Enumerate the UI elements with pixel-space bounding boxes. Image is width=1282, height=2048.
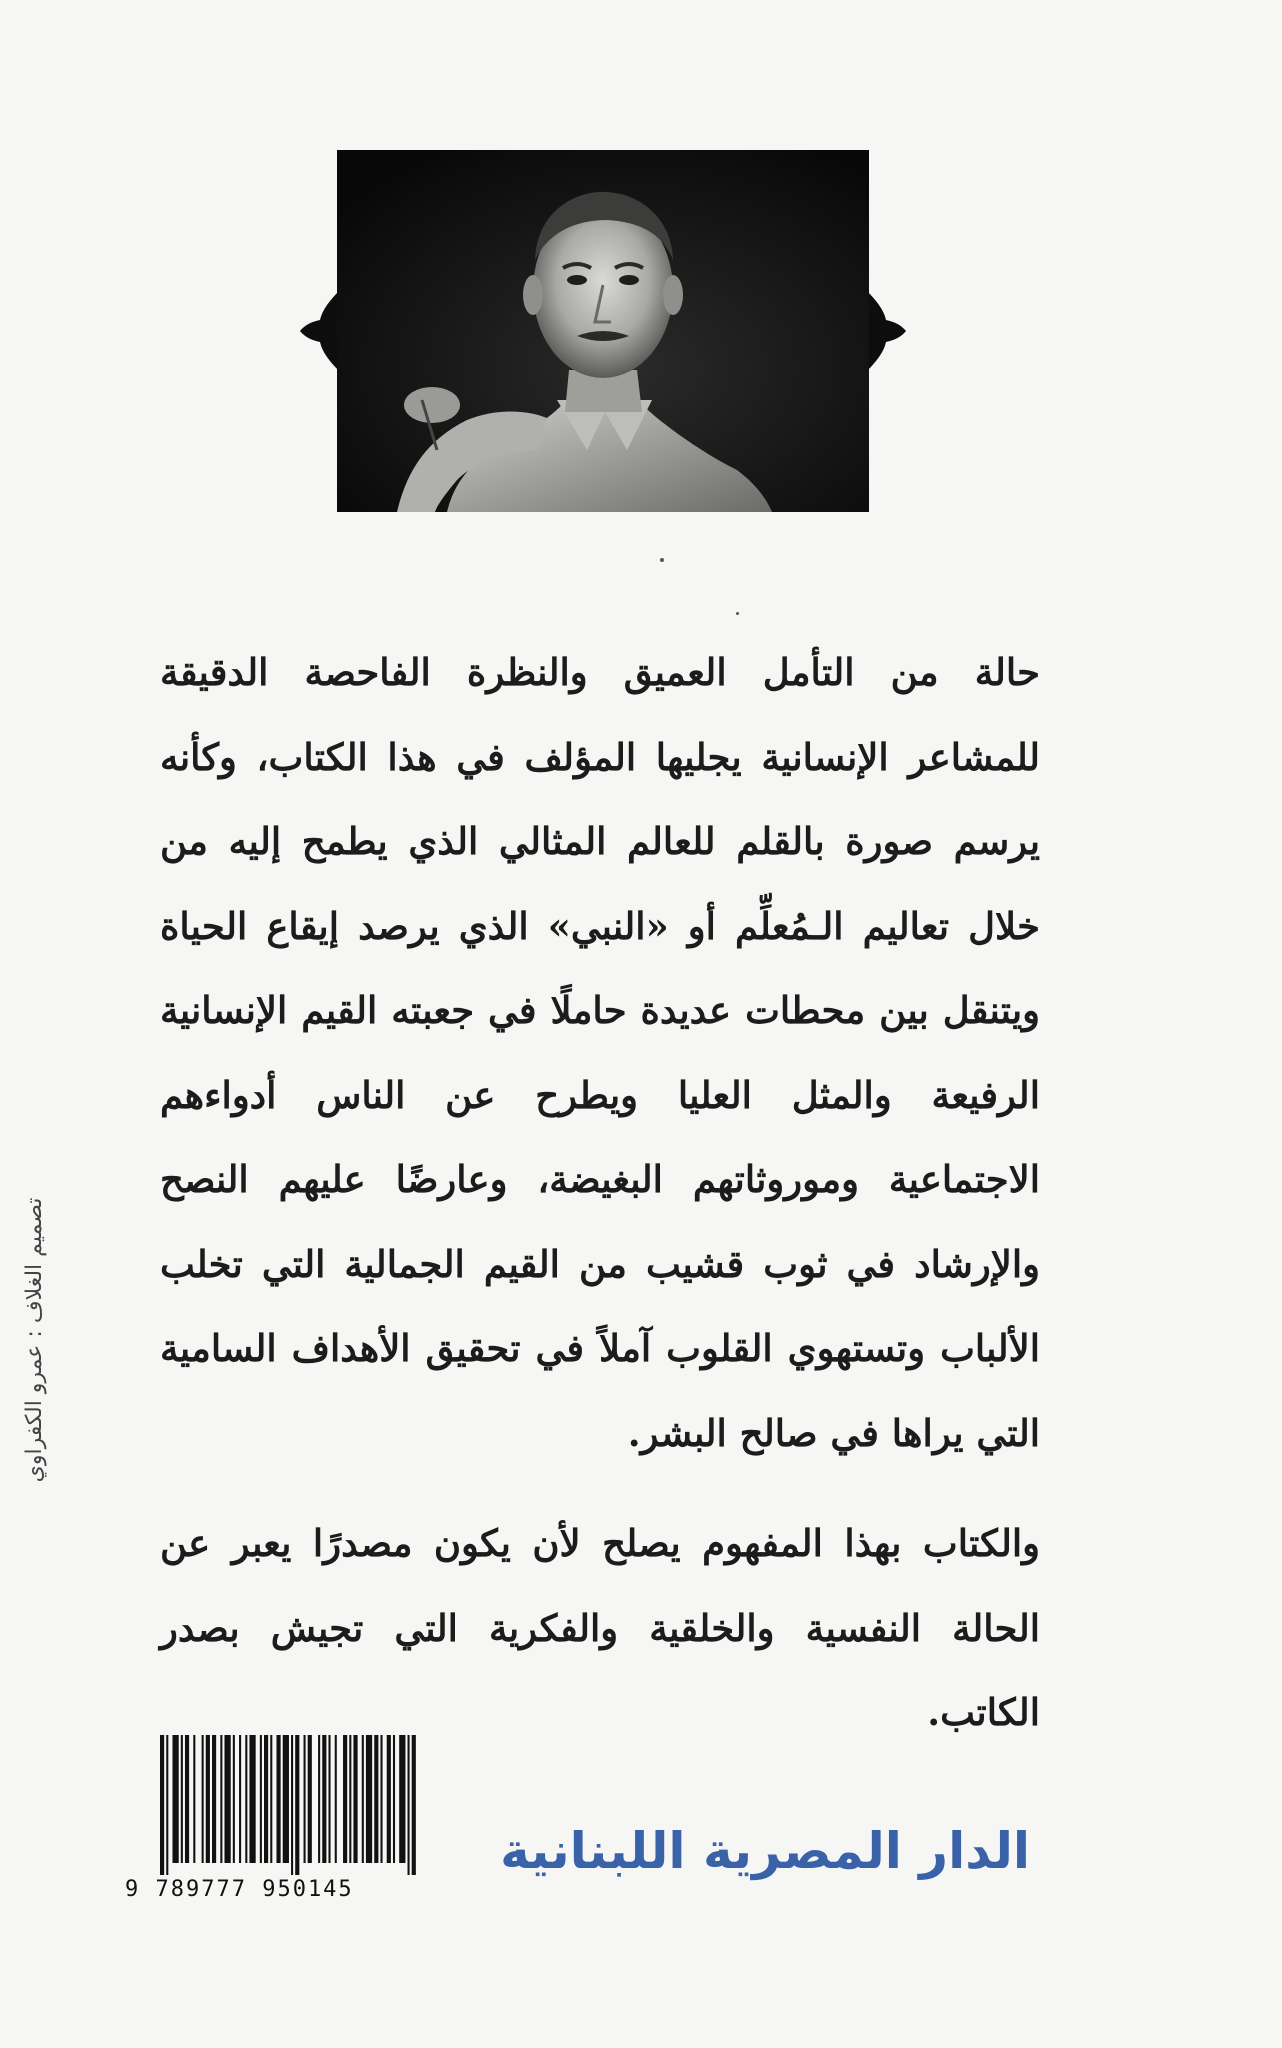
- barcode-bar: [224, 1735, 230, 1863]
- barcode-bar: [353, 1735, 357, 1863]
- publisher-logo: الدار المصرية اللبنانية: [500, 1822, 1030, 1880]
- barcode-bar: [349, 1735, 351, 1863]
- left-frame-ornament: [300, 150, 340, 512]
- barcode-bar: [276, 1735, 280, 1863]
- barcode-bar: [233, 1735, 235, 1863]
- barcode-bar: [264, 1735, 268, 1863]
- barcode-bar: [202, 1735, 204, 1863]
- author-portrait-photo: [337, 150, 869, 512]
- barcode-bar: [239, 1735, 241, 1863]
- barcode-bar: [172, 1735, 178, 1863]
- print-speck: [660, 558, 664, 562]
- barcode-bar: [260, 1735, 262, 1863]
- barcode-bar: [322, 1735, 326, 1863]
- barcode-bar: [308, 1735, 312, 1863]
- barcode-bar: [393, 1735, 395, 1863]
- description-paragraph-2: والكتاب بهذا المفهوم يصلح لأن يكون مصدرًا يعبر عن الحالة النفسية والخلقية والفكرية التي تجيش بصدر الكاتب.: [160, 1521, 1040, 1734]
- barcode-bar: [212, 1735, 216, 1863]
- isbn-barcode: [125, 1735, 425, 1905]
- barcode-bar: [270, 1735, 272, 1863]
- barcode-bar: [295, 1735, 299, 1875]
- barcode-bar: [181, 1735, 183, 1863]
- barcode-bar: [374, 1735, 378, 1863]
- cover-designer-credit: تصميم الغلاف : عمرو الكفراوي: [22, 1197, 47, 1483]
- barcode-bar: [387, 1735, 391, 1863]
- barcode-bar: [335, 1735, 337, 1863]
- barcode-bar: [412, 1735, 416, 1875]
- barcode-bar: [291, 1735, 293, 1875]
- barcode-bar: [304, 1735, 306, 1863]
- isbn-number: 9 789777 950145: [125, 1877, 354, 1902]
- description-paragraph-1: حالة من التأمل العميق والنظرة الفاحصة الدقيقة للمشاعر الإنسانية يجليها المؤلف في هذا الكتاب، وكأنه يرسم صورة بالقلم للعالم المثالي الذي يطمح إليه من خلال تعاليم الـمُعلِّم أو «النبي» الذي يرصد إيقاع الحياة ويتنقل بين محطات عديدة حاملًا في جعبته القيم الإنسانية الرفيعة والمثل العليا ويطرح عن الناس أدواءهم الاجتماعية وموروثاتهم البغيضة، وعارضًا عليهم النصح والإرشاد في ثوب قشيب من القيم الجمالية التي تخلب الألباب وتستهوي القلوب آملاً في تحقيق الأهداف السامية التي يراها في صالح البشر.: [160, 650, 1040, 1455]
- barcode-bar: [399, 1735, 405, 1863]
- book-description: [160, 630, 1040, 1755]
- print-speck: [736, 612, 739, 615]
- barcode-bar: [166, 1735, 168, 1875]
- barcode-bar: [343, 1735, 347, 1863]
- barcode-bar: [408, 1735, 410, 1875]
- barcode-bar: [249, 1735, 255, 1863]
- barcode-bar: [245, 1735, 247, 1863]
- right-frame-ornament: [866, 150, 906, 512]
- barcode-bar: [366, 1735, 372, 1863]
- barcode-bar: [380, 1735, 382, 1863]
- barcode-bar: [220, 1735, 222, 1863]
- barcode-bars: [160, 1735, 420, 1875]
- barcode-bar: [362, 1735, 364, 1863]
- barcode-bar: [318, 1735, 320, 1863]
- barcode-bar: [206, 1735, 210, 1863]
- barcode-bar: [160, 1735, 164, 1875]
- barcode-bar: [328, 1735, 330, 1863]
- barcode-bar: [193, 1735, 195, 1863]
- barcode-bar: [283, 1735, 289, 1863]
- author-portrait: [337, 150, 869, 512]
- barcode-bar: [185, 1735, 189, 1863]
